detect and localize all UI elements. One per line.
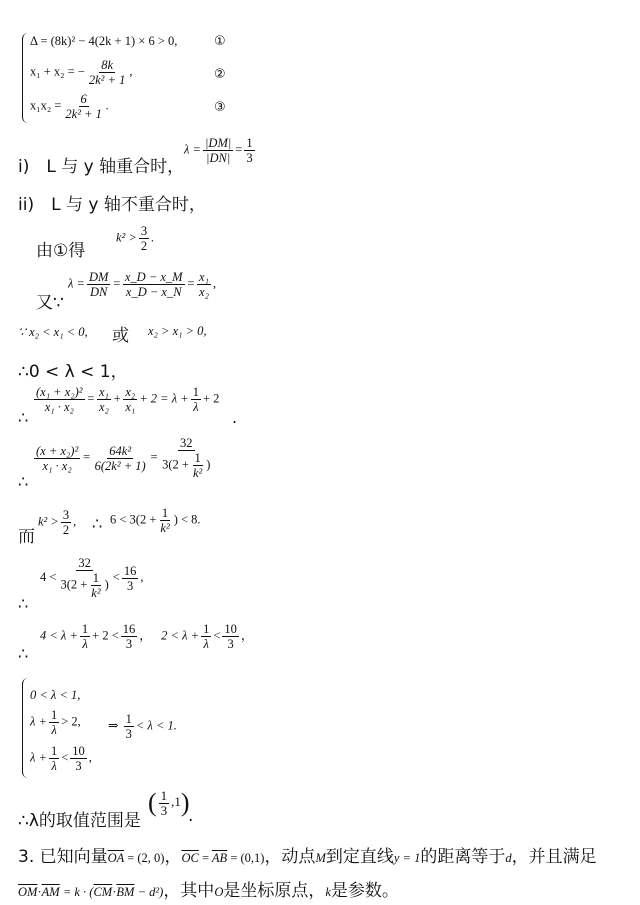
problem3-line2: $\overline{OM}\cdot\overline{AM} = k \cdot (\overline{CM}\cdot\overline{BM} - d^2)$，其中O是坐标原点，k是参数。 xyxy=(18,881,399,901)
result-end: . xyxy=(188,806,194,826)
from-1-formula: k² > $\frac{3}{2}$ . xyxy=(116,224,155,253)
also-formula: λ = $\frac{DM}{DN}$ = $\frac{x\_D - x\_M}{x\_D - x\_N}$ = $\frac{\text{x₁}}{\text{x₂}}$ , xyxy=(68,270,217,299)
er-sep: ∴ xyxy=(92,514,103,533)
lam-formula: 4 < λ + $\frac{1}{\lambda}$ + 2 < $\frac{16}{3}$ ， 2 < λ + $\frac{1}{\lambda}$ < $\frac{10}{3}$ ， xyxy=(40,622,254,651)
problem3-line1: 3. 已知向量$\overline{OA} = (2$, 0)，$\overline{OC} = \overline{AB} = (0,1)$，动点M到定直线y = 1的距离等于d，并且满足 xyxy=(18,847,597,867)
left-brace-2 xyxy=(22,678,29,778)
er-ineq: 6 < 3(2 + $\frac{1}{\text{k²}}$ ) < 8. xyxy=(110,506,201,535)
case-i-label: i) L 与 y 轴重合时， xyxy=(18,157,185,177)
bound-formula: 4 < 32 3(2 + $\frac{1}{\text{k²}}$ ) < $\frac{16}{3}$ , xyxy=(40,556,144,600)
sys2-line3: λ + $\frac{1}{\lambda}$ < $\frac{10}{3}$ , xyxy=(30,744,92,773)
lam-prefix: ∴ xyxy=(18,644,29,663)
er-k: k² > $\frac{3}{2}$ , xyxy=(38,508,77,537)
tag-3: ③ xyxy=(214,100,226,115)
order-right: x₂ > x₁ > 0, xyxy=(148,324,207,338)
result-interval: ( $\frac{1}{3}$ ,1) xyxy=(148,787,190,818)
case-ii-label: ii) L 与 y 轴不重合时， xyxy=(18,195,206,215)
result-label: ∴λ的取值范围是 xyxy=(18,811,141,831)
order-or: 或 xyxy=(112,326,129,346)
left-brace xyxy=(22,33,29,123)
order-left: ∵ x₂ < x₁ < 0, xyxy=(18,325,88,339)
sub-formula: $\frac{\text{(x + x₂)²}}{\text{x₁ · x₂}}$ = $\frac{\text{64k²}}{\text{6(2k² + 1)}}$ = 32 3(2 + $\frac{1}{\text{k²}}$ ) xyxy=(36,436,211,480)
sum-formula: $\frac{\text{(x₁ + x₂)²}}{\text{x₁ · x₂}}$ = $\frac{\text{x₁}}{\text{x₂}}$ + $\frac{\text{x₂}}{\text{x₁}}$ + 2 = λ + $\frac{1}{\lambda}$ + 2 xyxy=(36,385,220,414)
lambda-range: ∴0 < λ < 1， xyxy=(18,362,128,382)
sub-prefix: ∴ xyxy=(18,472,29,491)
tag-1: ① xyxy=(214,34,226,49)
bound-prefix: ∴ xyxy=(18,594,29,613)
also-label: 又∵ xyxy=(36,293,64,313)
sys2-line1: 0 < λ < 1, xyxy=(30,688,81,702)
from-1-label: 由①得 xyxy=(36,241,86,261)
tag-2: ② xyxy=(214,67,226,82)
sys2-implication: ⇒ $\frac{1}{3}$ < λ < 1. xyxy=(108,712,177,741)
product-roots-line: x₁x₂ = $\frac{6}{\text{2k² + 1}}$ . xyxy=(30,92,109,121)
discriminant-line: Δ = (8k)² − 4(2k + 1) × 6 > 0, xyxy=(30,34,178,48)
sum-roots-line: x₁ + x₂ = − $\frac{8k}{\text{2k² + 1}}$ , xyxy=(30,58,133,87)
sum-end: . xyxy=(232,408,238,427)
sys2-line2: λ + $\frac{1}{\lambda}$ > 2, xyxy=(30,708,81,737)
sum-prefix: ∴ xyxy=(18,408,29,427)
er-label: 而 xyxy=(18,527,35,547)
case-i-formula: λ = $\frac{|DM|}{|DN|}$ = $\frac{1}{3}$ xyxy=(184,136,253,165)
